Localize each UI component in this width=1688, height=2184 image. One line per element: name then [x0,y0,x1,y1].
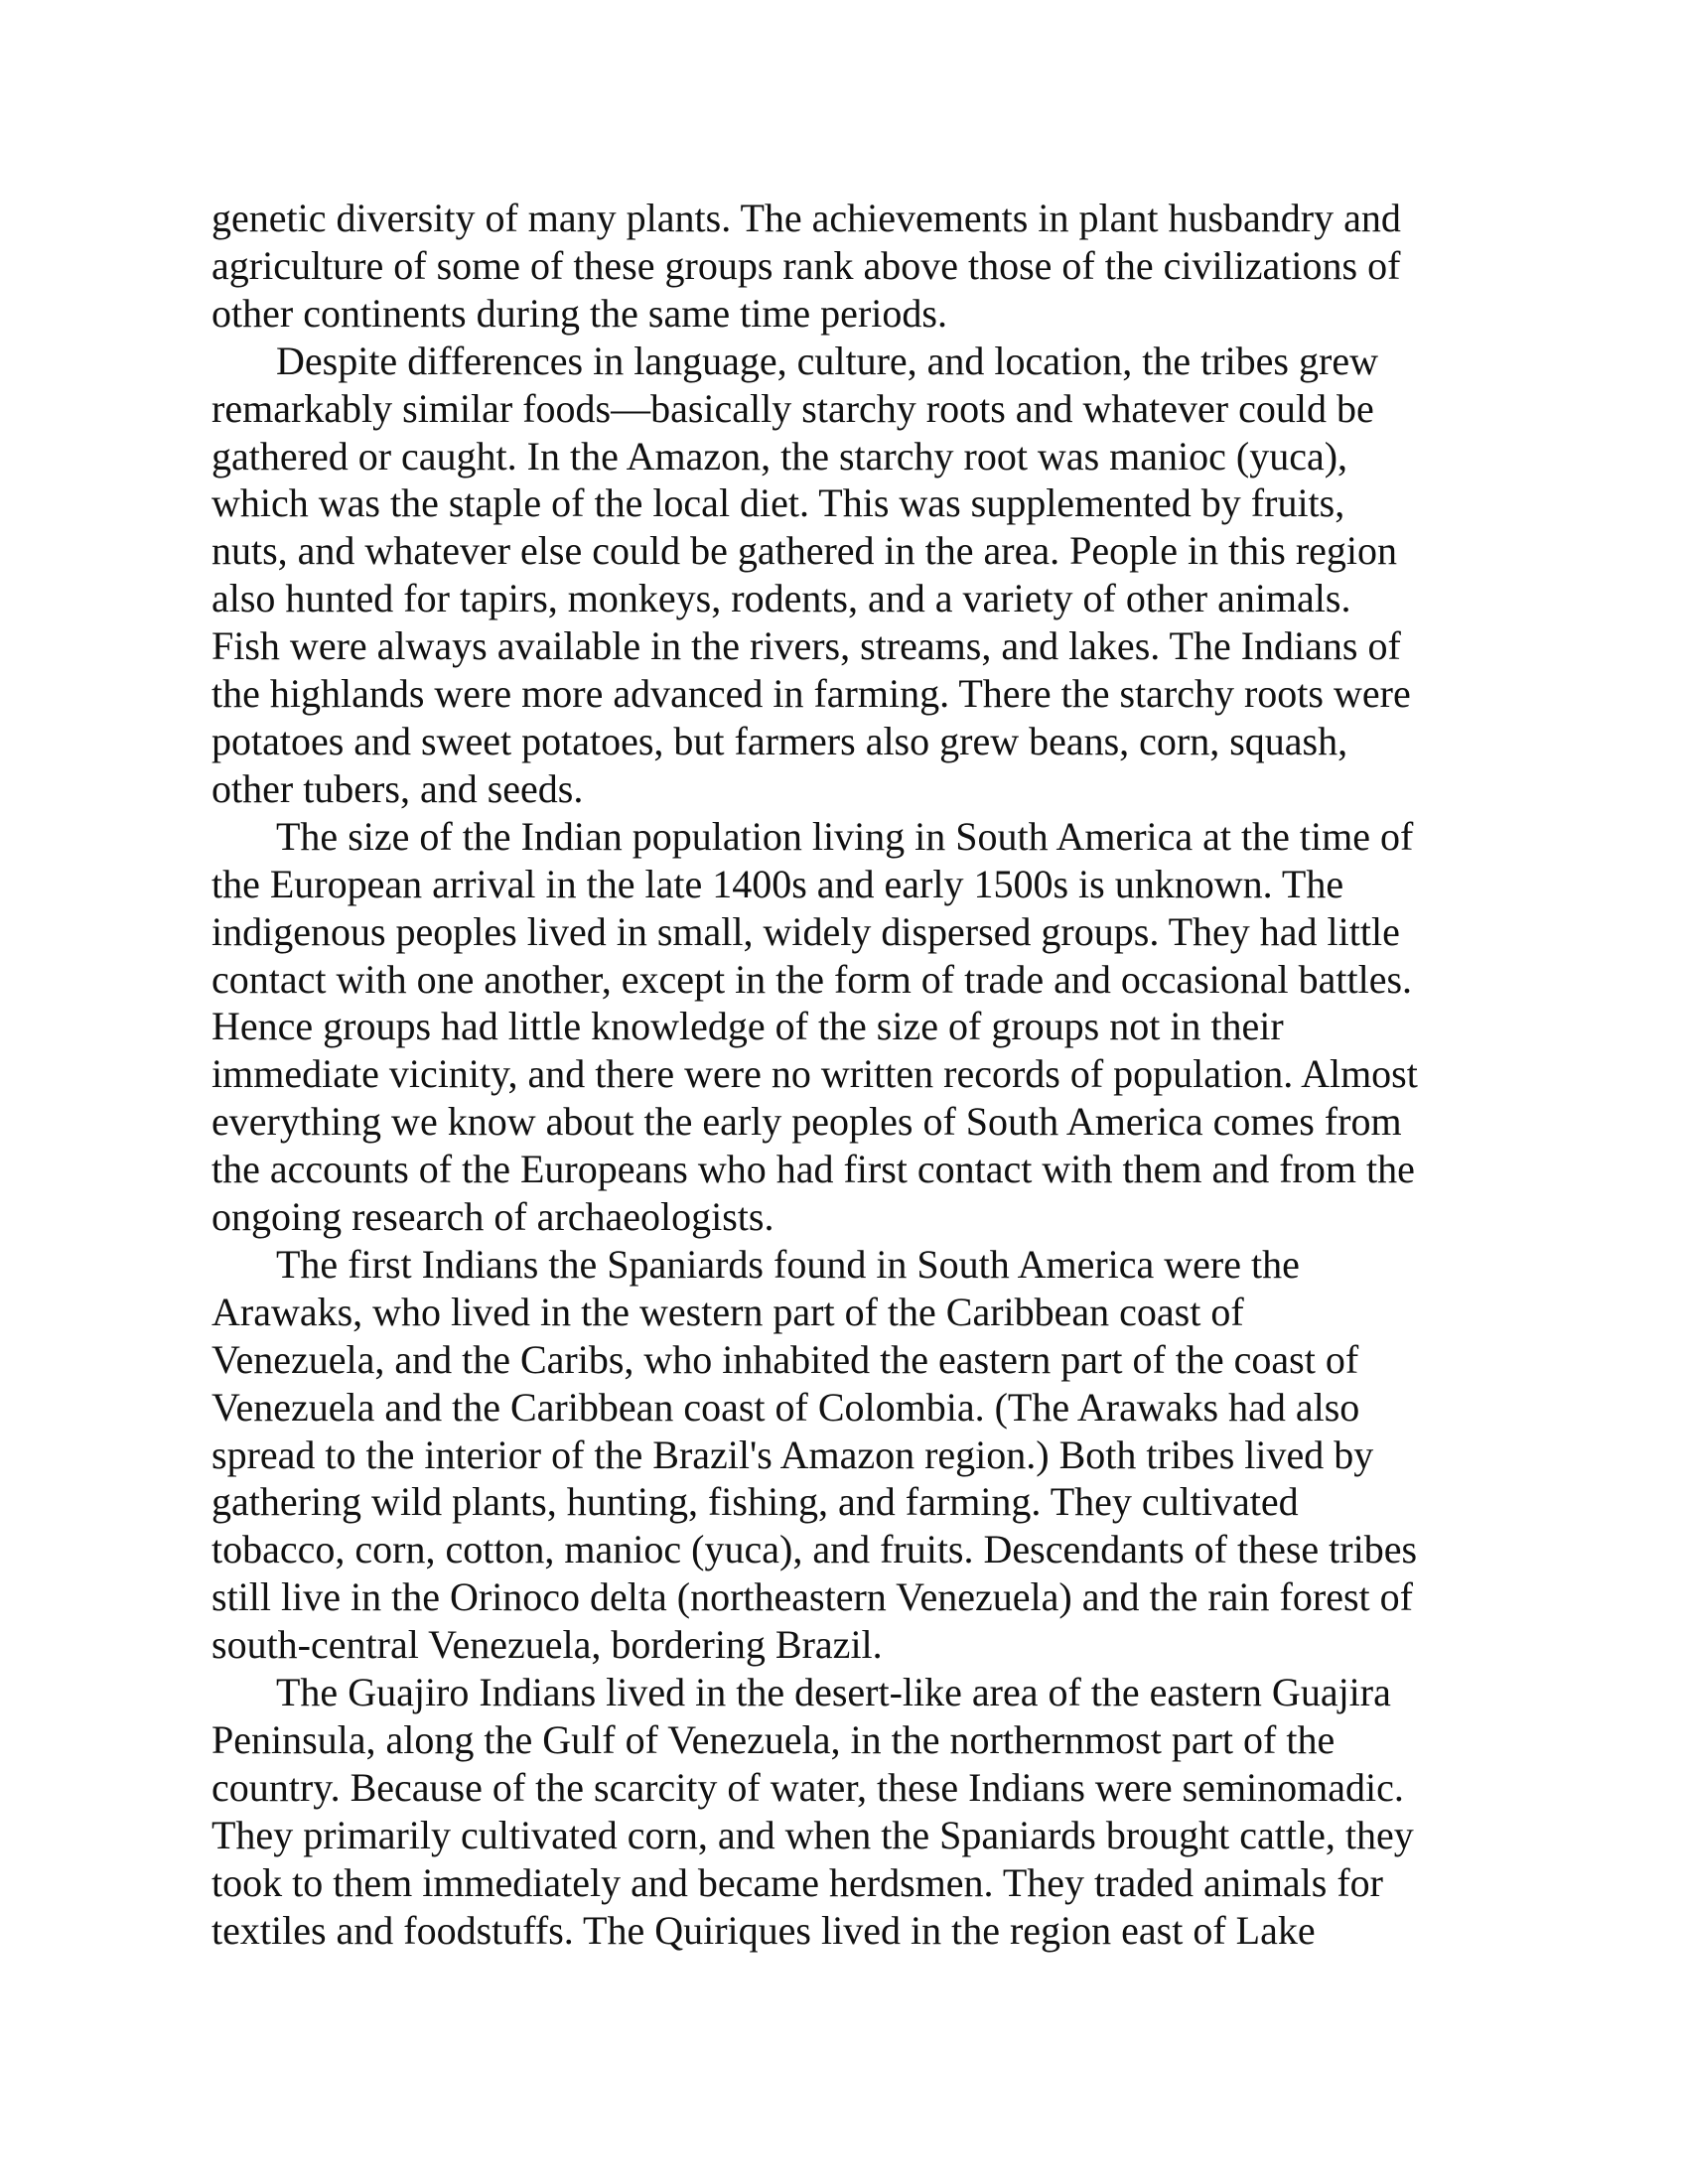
text-line: spread to the interior of the Brazil's Amazon region.) Both tribes lived by [211,1432,1374,1477]
text-line: textiles and foodstuffs. The Quiriques lived in the region east of Lake [211,1907,1316,1953]
text-line: Despite differences in language, culture, and location, the tribes grew [276,338,1378,383]
text-line: potatoes and sweet potatoes, but farmers also grew beans, corn, squash, [211,718,1348,763]
text-line: The size of the Indian population living in South America at the time of [276,813,1414,859]
text-line: contact with one another, except in the form of trade and occasional battles. [211,956,1413,1002]
text-line: country. Because of the scarcity of water, these Indians were seminomadic. [211,1764,1404,1810]
text-line: Peninsula, along the Gulf of Venezuela, in the northernmost part of the [211,1717,1336,1762]
text-line: other tubers, and seeds. [211,765,584,811]
text-line: indigenous peoples lived in small, widely dispersed groups. They had little [211,908,1400,954]
text-line: The first Indians the Spaniards found in South America were the [276,1241,1300,1287]
text-line: Venezuela, and the Caribs, who inhabited the eastern part of the coast of [211,1336,1359,1382]
paragraph-3 [211,813,1492,1241]
text-line: Arawaks, who lived in the western part of the Caribbean coast of [211,1289,1244,1334]
text-line: genetic diversity of many plants. The achievements in plant husbandry and [211,196,1401,240]
paragraph-4 [211,1241,1492,1669]
text-line: the accounts of the Europeans who had first contact with them and from the [211,1147,1415,1192]
text-line: Venezuela and the Caribbean coast of Colombia. (The Arawaks had also [211,1384,1360,1430]
text-line: The Guajiro Indians lived in the desert-like area of the eastern Guajira [276,1670,1391,1715]
text-line: nuts, and whatever else could be gathered in the area. People in this region [211,528,1398,574]
text-line: agriculture of some of these groups rank above those of the civilizations of [211,242,1401,288]
text-line: tobacco, corn, cotton, manioc (yuca), and fruits. Descendants of these tribes [211,1527,1418,1572]
text-line: the highlands were more advanced in farming. There the starchy roots were [211,671,1411,717]
text-line: Hence groups had little knowledge of the size of groups not in their [211,1004,1284,1049]
text-line: remarkably similar foods—basically starchy roots and whatever could be [211,385,1374,431]
text-line: Fish were always available in the rivers, streams, and lakes. The Indians of [211,623,1401,669]
text-line: also hunted for tapirs, monkeys, rodents, and a variety of other animals. [211,576,1351,621]
document-page [211,195,1492,1955]
text-line: still live in the Orinoco delta (northeastern Venezuela) and the rain forest of [211,1574,1413,1620]
text-line: the European arrival in the late 1400s and early 1500s is unknown. The [211,861,1344,906]
text-line: which was the staple of the local diet. This was supplemented by fruits, [211,480,1345,526]
text-line: gathering wild plants, hunting, fishing, and farming. They cultivated [211,1479,1299,1525]
paragraph-1 [211,195,1492,338]
text-line: They primarily cultivated corn, and when the Spaniards brought cattle, they [211,1812,1414,1857]
text-line: gathered or caught. In the Amazon, the starchy root was manioc (yuca), [211,433,1348,478]
text-line: immediate vicinity, and there were no written records of population. Almost [211,1051,1418,1097]
text-line: took to them immediately and became herdsmen. They traded animals for [211,1859,1383,1905]
paragraph-5 [211,1669,1492,1954]
text-line: south-central Venezuela, bordering Brazil. [211,1622,883,1668]
text-line: other continents during the same time periods. [211,290,947,336]
paragraph-2 [211,338,1492,813]
text-line: everything we know about the early peoples of South America comes from [211,1099,1402,1145]
text-line: ongoing research of archaeologists. [211,1194,774,1240]
